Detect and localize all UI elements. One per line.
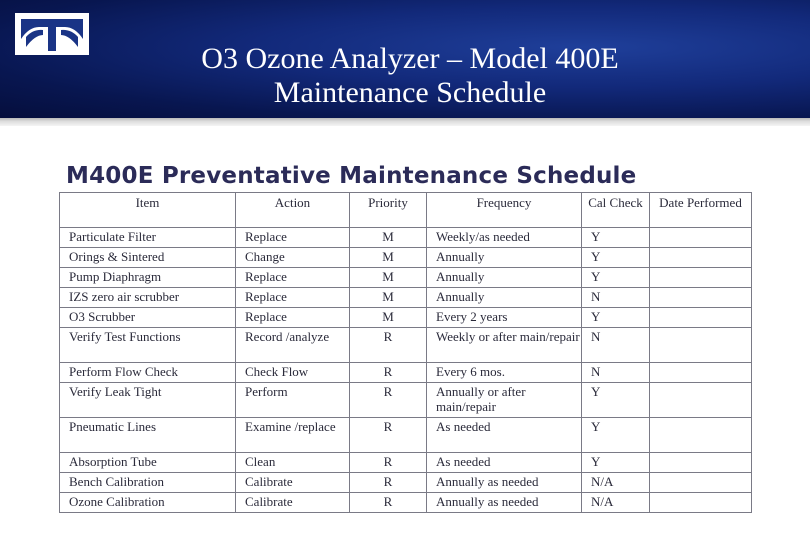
action-cell: Calibrate [236,493,350,513]
table-row [60,473,752,493]
table-row [60,248,752,268]
action-cell: Replace [236,308,350,328]
page-title-line1: O3 Ozone Analyzer – Model 400E [201,42,619,75]
priority-cell: R [350,473,427,493]
table-row [60,308,752,328]
priority-cell: M [350,268,427,288]
company-logo [15,13,89,55]
frequency-cell: Every 6 mos. [427,363,582,383]
frequency-cell: Annually [427,248,582,268]
table-row [60,493,752,513]
action-cell: Change [236,248,350,268]
table-header-row [60,193,752,228]
priority-cell: R [350,418,427,453]
cal-check-cell: Y [582,248,650,268]
action-cell: Replace [236,228,350,248]
cal-check-cell: Y [582,418,650,453]
column-header: Frequency [427,193,582,228]
frequency-cell: Annually as needed [427,493,582,513]
frequency-cell: Annually or after main/repair [427,383,582,418]
priority-cell: R [350,453,427,473]
page-title [110,42,710,110]
date-performed-cell [650,288,752,308]
item-cell: Verify Test Functions [60,328,236,363]
column-header: Item [60,193,236,228]
cal-check-cell: Y [582,268,650,288]
frequency-cell: As needed [427,418,582,453]
table-row [60,363,752,383]
date-performed-cell [650,228,752,248]
frequency-cell: As needed [427,453,582,473]
item-cell: IZS zero air scrubber [60,288,236,308]
header-divider [0,118,810,126]
date-performed-cell [650,473,752,493]
action-cell: Replace [236,268,350,288]
action-cell: Replace [236,288,350,308]
action-cell: Check Flow [236,363,350,383]
column-header: Priority [350,193,427,228]
cal-check-cell: Y [582,228,650,248]
item-cell: Particulate Filter [60,228,236,248]
date-performed-cell [650,418,752,453]
date-performed-cell [650,308,752,328]
action-cell: Perform [236,383,350,418]
priority-cell: R [350,363,427,383]
cal-check-cell: Y [582,308,650,328]
cal-check-cell: N [582,363,650,383]
teledyne-logo-icon [15,13,89,55]
column-header: Date Performed [650,193,752,228]
cal-check-cell: Y [582,383,650,418]
frequency-cell: Annually [427,268,582,288]
date-performed-cell [650,268,752,288]
date-performed-cell [650,328,752,363]
frequency-cell: Annually as needed [427,473,582,493]
action-cell: Record /analyze [236,328,350,363]
item-cell: Orings & Sintered [60,248,236,268]
frequency-cell: Every 2 years [427,308,582,328]
cal-check-cell: Y [582,453,650,473]
item-cell: Pneumatic Lines [60,418,236,453]
date-performed-cell [650,453,752,473]
priority-cell: R [350,383,427,418]
date-performed-cell [650,493,752,513]
priority-cell: M [350,288,427,308]
table-row [60,418,752,453]
item-cell: Bench Calibration [60,473,236,493]
priority-cell: M [350,228,427,248]
schedule-heading: M400E Preventative Maintenance Schedule [66,163,637,189]
table-row [60,268,752,288]
table-row [60,228,752,248]
cal-check-cell: N [582,288,650,308]
priority-cell: R [350,328,427,363]
priority-cell: R [350,493,427,513]
table-row [60,288,752,308]
frequency-cell: Weekly/as needed [427,228,582,248]
column-header: Cal Check [582,193,650,228]
item-cell: Pump Diaphragm [60,268,236,288]
frequency-cell: Weekly or after main/repair [427,328,582,363]
table-row [60,453,752,473]
date-performed-cell [650,248,752,268]
action-cell: Calibrate [236,473,350,493]
cal-check-cell: N/A [582,493,650,513]
item-cell: Absorption Tube [60,453,236,473]
date-performed-cell [650,363,752,383]
cal-check-cell: N [582,328,650,363]
cal-check-cell: N/A [582,473,650,493]
column-header: Action [236,193,350,228]
maintenance-schedule-table [59,192,752,513]
item-cell: Ozone Calibration [60,493,236,513]
frequency-cell: Annually [427,288,582,308]
title-banner [0,0,810,118]
action-cell: Examine /replace [236,418,350,453]
date-performed-cell [650,383,752,418]
table-row [60,328,752,363]
priority-cell: M [350,248,427,268]
item-cell: Verify Leak Tight [60,383,236,418]
item-cell: O3 Scrubber [60,308,236,328]
priority-cell: M [350,308,427,328]
item-cell: Perform Flow Check [60,363,236,383]
action-cell: Clean [236,453,350,473]
table-row [60,383,752,418]
page-title-line2: Maintenance Schedule [273,76,547,109]
